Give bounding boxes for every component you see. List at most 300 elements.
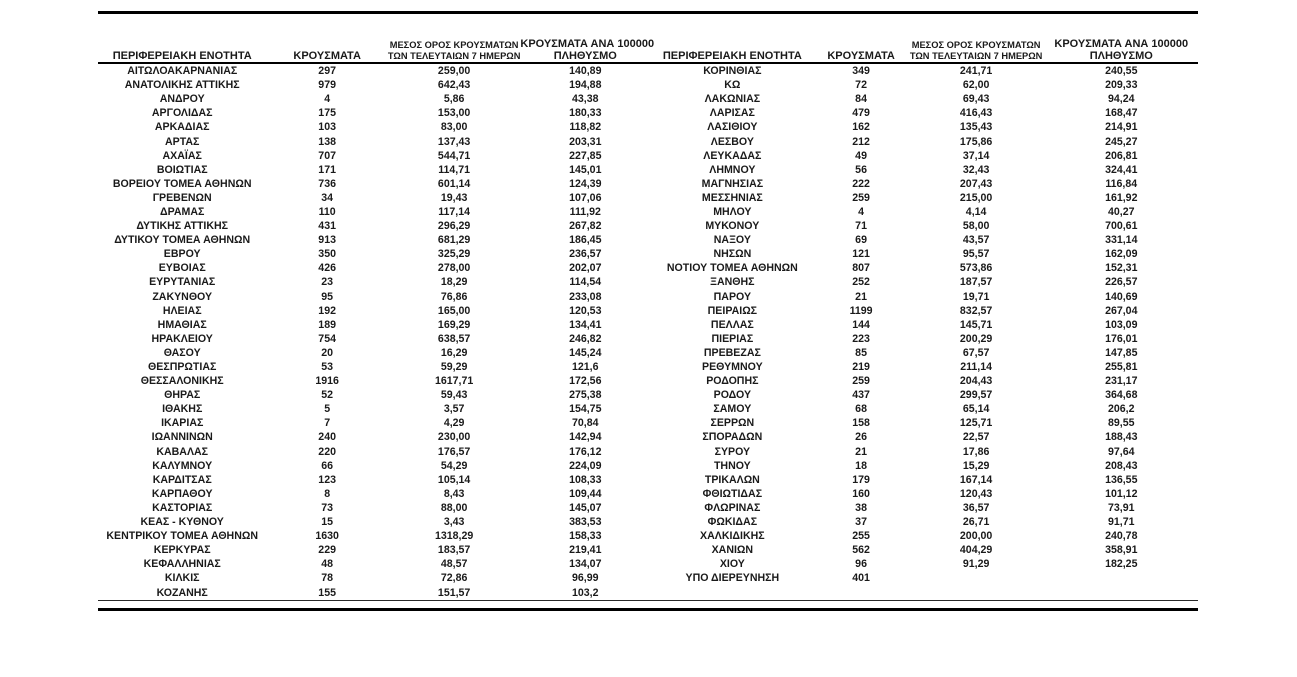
region-cell: ΛΕΣΒΟΥ <box>710 135 754 148</box>
table-row <box>650 515 1198 529</box>
table-row <box>650 571 1198 585</box>
avg7-cell: 8,43 <box>443 487 465 500</box>
per100k-cell: 145,01 <box>569 163 602 176</box>
region-cell: ΜΗΛΟΥ <box>713 205 752 218</box>
per100k-cell: 140,69 <box>1105 290 1138 303</box>
per100k-cell: 255,81 <box>1105 361 1138 374</box>
avg7-cell: 16,29 <box>440 346 468 359</box>
per100k-cell: 91,71 <box>1108 516 1135 529</box>
cases-cell: 192 <box>318 304 336 317</box>
cases-cell: 431 <box>318 220 336 233</box>
table-row <box>650 501 1198 515</box>
region-cell: ΔΥΤΙΚΟΥ ΤΟΜΕΑ ΑΘΗΝΩΝ <box>114 234 251 247</box>
table-row <box>650 416 1198 430</box>
region-cell: ΔΡΑΜΑΣ <box>160 205 205 218</box>
table-row <box>650 275 1198 289</box>
region-cell: ΖΑΚΥΝΘΟΥ <box>152 290 213 303</box>
cases-cell: 562 <box>852 544 870 557</box>
per100k-cell: 240,78 <box>1105 530 1138 543</box>
table-bodies <box>98 64 1198 600</box>
per100k-cell: 364,68 <box>1105 389 1138 402</box>
column-header-cases: ΚΡΟΥΣΜΑΤΑ <box>827 50 895 62</box>
table-row <box>98 515 650 529</box>
avg7-cell: 278,00 <box>437 262 471 275</box>
region-cell: ΝΟΤΙΟΥ ΤΟΜΕΑ ΑΘΗΝΩΝ <box>666 262 798 275</box>
per100k-cell: 118,82 <box>569 121 602 134</box>
cases-cell: 96 <box>855 558 867 571</box>
per100k-cell: 161,92 <box>1105 191 1138 204</box>
avg7-cell: 69,43 <box>962 93 990 106</box>
cases-cell: 5 <box>324 403 331 416</box>
region-cell: ΛΗΜΝΟΥ <box>709 163 756 176</box>
per100k-cell: 206,2 <box>1108 403 1135 416</box>
avg7-cell: 65,14 <box>962 403 990 416</box>
region-cell: ΣΥΡΟΥ <box>714 445 751 458</box>
per100k-cell: 188,43 <box>1105 431 1138 444</box>
avg7-cell: 230,00 <box>437 431 471 444</box>
table-row <box>98 346 650 360</box>
table-row <box>650 290 1198 304</box>
cases-cell: 15 <box>321 516 334 529</box>
table-row <box>98 416 650 430</box>
table-row <box>650 247 1198 261</box>
cases-cell: 297 <box>318 65 336 78</box>
per100k-cell: 116,84 <box>1105 177 1138 190</box>
table-row <box>98 529 650 543</box>
cases-cell: 85 <box>855 346 867 359</box>
per100k-cell: 227,85 <box>569 149 602 162</box>
avg7-cell: 59,29 <box>440 361 468 374</box>
region-cell: ΜΕΣΣΗΝΙΑΣ <box>701 191 763 204</box>
cases-cell: 212 <box>852 135 870 148</box>
cases-cell: 350 <box>318 248 336 261</box>
avg7-cell: 187,57 <box>959 276 993 289</box>
region-cell: ΦΛΩΡΙΝΑΣ <box>704 501 761 514</box>
region-cell: ΡΕΘΥΜΝΟΥ <box>702 361 763 374</box>
avg7-cell: 4,14 <box>965 205 987 218</box>
avg7-cell: 15,29 <box>962 459 990 472</box>
region-cell: ΚΕΦΑΛΛΗΝΙΑΣ <box>143 558 221 571</box>
per100k-cell: 176,01 <box>1105 332 1138 345</box>
cases-cell: 220 <box>318 445 336 458</box>
region-cell: ΚΑΣΤΟΡΙΑΣ <box>152 501 213 514</box>
avg7-cell: 638,57 <box>437 332 471 345</box>
avg7-cell: 114,71 <box>438 163 471 176</box>
per100k-cell: 103,2 <box>572 586 599 599</box>
region-cell: ΧΑΛΚΙΔΙΚΗΣ <box>700 530 765 543</box>
region-cell: ΧΑΝΙΩΝ <box>711 544 754 557</box>
avg7-cell: 601,14 <box>437 177 471 190</box>
cases-cell: 179 <box>852 473 870 486</box>
avg7-cell: 88,00 <box>440 501 468 514</box>
per100k-cell: 331,14 <box>1105 234 1138 247</box>
region-cell: ΦΘΙΩΤΙΔΑΣ <box>702 487 763 500</box>
region-cell: ΚΑΡΠΑΘΟΥ <box>151 487 213 500</box>
avg7-cell: 91,29 <box>962 558 990 571</box>
avg7-cell: 200,29 <box>959 332 993 345</box>
cases-cell: 23 <box>321 276 334 289</box>
table-row <box>98 64 650 78</box>
per100k-cell: 140,89 <box>569 65 602 78</box>
table-row <box>650 402 1198 416</box>
per100k-cell: 358,91 <box>1105 544 1138 557</box>
per100k-cell: 275,38 <box>569 389 602 402</box>
per100k-cell: 172,56 <box>569 375 602 388</box>
avg7-cell: 3,43 <box>443 516 465 529</box>
table-row <box>98 92 650 106</box>
per100k-cell: 124,39 <box>569 177 602 190</box>
region-cell: ΚΩ <box>724 79 741 92</box>
table-row <box>98 473 650 487</box>
avg7-cell: 22,57 <box>962 431 990 444</box>
avg7-cell: 215,00 <box>959 191 993 204</box>
per100k-cell: 224,09 <box>569 459 602 472</box>
table-row <box>650 543 1198 557</box>
left-table-header <box>98 14 655 62</box>
avg7-cell: 117,14 <box>438 205 471 218</box>
table-row <box>650 163 1198 177</box>
column-header-region: ΠΕΡΙΦΕΡΕΙΑΚΗ ΕΝΟΤΗΤΑ <box>112 50 252 62</box>
avg7-cell: 832,57 <box>959 304 993 317</box>
cases-cell: 913 <box>318 234 336 247</box>
cases-cell: 707 <box>318 149 336 162</box>
avg7-cell: 241,71 <box>959 65 993 78</box>
table-row <box>98 219 650 233</box>
per100k-cell: 147,85 <box>1105 346 1138 359</box>
table-row <box>98 318 650 332</box>
cases-cell: 53 <box>321 361 334 374</box>
cases-cell: 56 <box>855 163 867 176</box>
per100k-cell: 209,33 <box>1105 79 1138 92</box>
region-cell: ΤΗΝΟΥ <box>713 459 751 472</box>
avg7-cell: 1318,29 <box>434 530 474 543</box>
region-cell: ΓΡΕΒΕΝΩΝ <box>152 191 212 204</box>
avg7-cell: 207,43 <box>959 177 993 190</box>
cases-cell: 979 <box>318 79 336 92</box>
avg7-cell: 642,43 <box>437 79 471 92</box>
table-row <box>650 120 1198 134</box>
per100k-cell: 89,55 <box>1108 417 1135 430</box>
per100k-cell: 43,38 <box>572 93 599 106</box>
table-row <box>98 585 650 599</box>
region-cell: ΑΙΤΩΛΟΑΚΑΡΝΑΝΙΑΣ <box>127 65 238 78</box>
per100k-cell: 136,55 <box>1105 473 1138 486</box>
left-table-body <box>98 64 650 600</box>
per100k-cell: 168,47 <box>1105 107 1138 120</box>
cases-cell: 123 <box>318 473 336 486</box>
table-row <box>650 106 1198 120</box>
cases-cell: 8 <box>324 487 331 500</box>
region-cell: ΝΑΞΟΥ <box>713 234 751 247</box>
per100k-cell: 145,24 <box>569 346 602 359</box>
cases-cell: 155 <box>318 586 336 599</box>
cases-cell: 7 <box>324 417 331 430</box>
table-row <box>98 304 650 318</box>
table-row <box>98 332 650 346</box>
per100k-cell: 120,53 <box>569 304 602 317</box>
per100k-cell: 162,09 <box>1105 248 1138 261</box>
cases-cell: 754 <box>318 332 336 345</box>
table-row <box>98 191 650 205</box>
region-cell: ΗΜΑΘΙΑΣ <box>157 318 207 331</box>
cases-cell: 34 <box>321 191 334 204</box>
region-cell: ΘΕΣΣΑΛΟΝΙΚΗΣ <box>140 375 224 388</box>
region-cell: ΠΕΛΛΑΣ <box>710 318 754 331</box>
cases-cell: 160 <box>852 487 870 500</box>
avg7-cell: 169,29 <box>437 318 471 331</box>
region-cell: ΑΡΤΑΣ <box>164 135 200 148</box>
table-row <box>650 78 1198 92</box>
column-header-per100k: ΚΡΟΥΣΜΑΤΑ ΑΝΑ 100000 ΠΛΗΘΥΣΜΟ <box>1054 38 1189 62</box>
avg7-cell: 4,29 <box>443 417 465 430</box>
avg7-cell: 183,57 <box>437 544 471 557</box>
per100k-cell: 145,07 <box>569 501 602 514</box>
table-row <box>98 487 650 501</box>
avg7-cell: 105,14 <box>437 473 471 486</box>
table-row <box>98 501 650 515</box>
region-cell: ΣΑΜΟΥ <box>713 403 752 416</box>
avg7-cell: 43,57 <box>962 234 990 247</box>
cases-cell: 138 <box>318 135 336 148</box>
cases-cell: 49 <box>855 149 867 162</box>
table-row <box>98 261 650 275</box>
cases-cell: 223 <box>852 332 870 345</box>
cases-cell: 21 <box>855 445 867 458</box>
cases-cell: 162 <box>852 121 870 134</box>
region-cell: ΑΡΓΟΛΙΔΑΣ <box>151 107 213 120</box>
per100k-cell: 180,33 <box>569 107 602 120</box>
table-row <box>98 388 650 402</box>
avg7-cell: 32,43 <box>962 163 990 176</box>
region-cell: ΑΝΔΡΟΥ <box>159 93 205 106</box>
avg7-cell: 19,71 <box>962 290 990 303</box>
table-row <box>98 233 650 247</box>
table-row <box>650 149 1198 163</box>
region-cell: ΣΠΟΡΑΔΩΝ <box>702 431 763 444</box>
region-cell: ΠΑΡΟΥ <box>713 290 752 303</box>
cases-cell: 72 <box>855 79 867 92</box>
region-cell: ΚΙΛΚΙΣ <box>164 572 200 585</box>
region-cell: ΕΥΒΟΙΑΣ <box>158 262 206 275</box>
cases-cell: 84 <box>855 93 867 106</box>
cases-cell: 144 <box>852 318 870 331</box>
cases-cell: 66 <box>321 459 334 472</box>
per100k-cell: 246,82 <box>569 332 602 345</box>
table-row <box>650 473 1198 487</box>
cases-cell: 222 <box>852 177 870 190</box>
cases-cell: 52 <box>321 389 334 402</box>
region-cell: ΚΑΒΑΛΑΣ <box>156 445 209 458</box>
table-row <box>98 106 650 120</box>
table-row <box>98 557 650 571</box>
table-row <box>650 134 1198 148</box>
cases-cell: 158 <box>852 417 870 430</box>
table-row <box>650 430 1198 444</box>
per100k-cell: 142,94 <box>569 431 602 444</box>
avg7-cell: 83,00 <box>440 121 468 134</box>
avg7-cell: 3,57 <box>443 403 465 416</box>
region-cell: ΑΡΚΑΔΙΑΣ <box>154 121 210 134</box>
avg7-cell: 67,57 <box>962 346 990 359</box>
per100k-cell: 206,81 <box>1105 149 1138 162</box>
region-cell: ΕΒΡΟΥ <box>163 248 201 261</box>
per100k-cell: 324,41 <box>1105 163 1138 176</box>
cases-cell: 110 <box>318 205 336 218</box>
avg7-cell: 59,43 <box>440 389 468 402</box>
avg7-cell: 135,43 <box>959 121 993 134</box>
region-cell: ΚΟΖΑΝΗΣ <box>156 586 208 599</box>
region-cell: ΜΑΓΝΗΣΙΑΣ <box>701 177 764 190</box>
region-cell: ΙΩΑΝΝΙΝΩΝ <box>151 431 213 444</box>
region-cell: ΘΗΡΑΣ <box>164 389 201 402</box>
region-cell: ΔΥΤΙΚΗΣ ΑΤΤΙΚΗΣ <box>136 220 229 233</box>
table-row <box>650 557 1198 571</box>
table-row <box>98 177 650 191</box>
per100k-cell: 202,07 <box>569 262 602 275</box>
table-row <box>98 149 650 163</box>
region-cell: ΑΧΑΪΑΣ <box>162 149 202 162</box>
cases-cell: 73 <box>321 501 334 514</box>
region-cell: ΗΛΕΙΑΣ <box>162 304 202 317</box>
region-cell: ΡΟΔΟΠΗΣ <box>706 375 759 388</box>
avg7-cell: 681,29 <box>437 234 471 247</box>
avg7-cell: 48,57 <box>440 558 468 571</box>
region-cell: ΛΑΣΙΘΙΟΥ <box>707 121 758 134</box>
cases-cell: 259 <box>852 191 870 204</box>
column-header-avg7: ΜΕΣΟΣ ΟΡΟΣ ΚΡΟΥΣΜΑΤΩΝ ΤΩΝ ΤΕΛΕΥΤΑΙΩΝ 7 ΗΜΕΡΩΝ <box>387 40 521 61</box>
per100k-cell: 94,24 <box>1108 93 1135 106</box>
per100k-cell: 134,07 <box>569 558 602 571</box>
cases-cell: 1916 <box>315 375 339 388</box>
cases-cell: 1630 <box>315 530 339 543</box>
avg7-cell: 167,14 <box>959 473 993 486</box>
table-row <box>98 134 650 148</box>
avg7-cell: 573,86 <box>959 262 993 275</box>
avg7-cell: 18,29 <box>440 276 468 289</box>
table-row <box>98 571 650 585</box>
table-row <box>98 205 650 219</box>
table-row <box>650 445 1198 459</box>
per100k-cell: 208,43 <box>1105 459 1138 472</box>
cases-cell: 37 <box>855 516 867 529</box>
column-header-region: ΠΕΡΙΦΕΡΕΙΑΚΗ ΕΝΟΤΗΤΑ <box>662 50 802 62</box>
table-row <box>650 529 1198 543</box>
per100k-cell: 233,08 <box>569 290 602 303</box>
avg7-cell: 175,86 <box>959 135 993 148</box>
region-cell: ΣΕΡΡΩΝ <box>710 417 755 430</box>
avg7-cell: 1617,71 <box>434 375 474 388</box>
per100k-cell: 152,31 <box>1105 262 1138 275</box>
region-cell: ΚΕΑΣ - ΚΥΘΝΟΥ <box>140 516 224 529</box>
avg7-cell: 17,86 <box>962 445 990 458</box>
avg7-cell: 404,29 <box>959 544 993 557</box>
table-row <box>98 247 650 261</box>
per100k-cell: 186,45 <box>569 234 602 247</box>
table-row <box>650 388 1198 402</box>
table-row <box>650 233 1198 247</box>
table-row <box>650 487 1198 501</box>
cases-cell: 1199 <box>849 304 873 317</box>
per100k-cell: 107,06 <box>569 191 602 204</box>
avg7-cell: 211,14 <box>960 361 993 374</box>
table-row <box>98 120 650 134</box>
per100k-cell: 96,99 <box>572 572 599 585</box>
cases-cell: 103 <box>318 121 336 134</box>
per100k-cell: 121,6 <box>572 361 599 374</box>
per100k-cell: 114,54 <box>569 276 602 289</box>
cases-cell: 437 <box>852 389 870 402</box>
cases-cell: 121 <box>852 248 870 261</box>
region-cell: ΜΥΚΟΝΟΥ <box>705 220 760 233</box>
table-header-row <box>98 14 1198 64</box>
per100k-cell: 245,27 <box>1105 135 1138 148</box>
per100k-cell: 158,33 <box>569 530 602 543</box>
cases-cell: 229 <box>318 544 336 557</box>
table-row <box>98 275 650 289</box>
region-cell: ΛΕΥΚΑΔΑΣ <box>703 149 762 162</box>
avg7-cell: 200,00 <box>959 530 993 543</box>
per100k-cell: 214,91 <box>1105 121 1138 134</box>
region-cell: ΙΚΑΡΙΑΣ <box>161 417 204 430</box>
cases-cell: 240 <box>318 431 336 444</box>
per100k-cell: 700,61 <box>1105 220 1138 233</box>
region-cell: ΒΟΙΩΤΙΑΣ <box>156 163 208 176</box>
avg7-cell: 204,43 <box>959 375 993 388</box>
table-row <box>98 360 650 374</box>
column-header-cases: ΚΡΟΥΣΜΑΤΑ <box>293 50 361 62</box>
avg7-cell: 62,00 <box>962 79 990 92</box>
region-cell: ΘΑΣΟΥ <box>163 346 201 359</box>
table-row <box>98 163 650 177</box>
cases-cell: 20 <box>321 346 334 359</box>
per100k-cell: 219,41 <box>569 544 602 557</box>
avg7-cell: 76,86 <box>440 290 468 303</box>
avg7-cell: 145,71 <box>959 318 993 331</box>
table-row <box>98 374 650 388</box>
region-cell: ΞΑΝΘΗΣ <box>710 276 755 289</box>
avg7-cell: 54,29 <box>440 459 468 472</box>
cases-cell: 175 <box>318 107 336 120</box>
avg7-cell: 95,57 <box>962 248 990 261</box>
avg7-cell: 58,00 <box>962 220 990 233</box>
table-row <box>98 402 650 416</box>
avg7-cell: 544,71 <box>437 149 471 162</box>
table-row <box>650 318 1198 332</box>
avg7-cell: 151,57 <box>437 586 471 599</box>
cases-cell: 807 <box>852 262 870 275</box>
avg7-cell: 153,00 <box>437 107 471 120</box>
per100k-cell: 70,84 <box>572 417 599 430</box>
bottom-thin-rule <box>98 600 1198 601</box>
region-cell: ΚΕΡΚΥΡΑΣ <box>153 544 211 557</box>
per100k-cell: 176,12 <box>569 445 602 458</box>
region-cell: ΠΡΕΒΕΖΑΣ <box>703 346 761 359</box>
region-cell: ΛΑΚΩΝΙΑΣ <box>704 93 761 106</box>
column-header-per100k: ΚΡΟΥΣΜΑΤΑ ΑΝΑ 100000 ΠΛΗΘΥΣΜΟ <box>520 38 655 62</box>
region-cell: ΕΥΡΥΤΑΝΙΑΣ <box>149 276 216 289</box>
table-row <box>650 177 1198 191</box>
column-header-avg7: ΜΕΣΟΣ ΟΡΟΣ ΚΡΟΥΣΜΑΤΩΝ ΤΩΝ ΤΕΛΕΥΤΑΙΩΝ 7 ΗΜΕΡΩΝ <box>909 40 1043 61</box>
per100k-cell: 383,53 <box>569 516 602 529</box>
avg7-cell: 5,86 <box>443 93 465 106</box>
regional-cases-table <box>98 11 1198 611</box>
table-row <box>98 543 650 557</box>
per100k-cell: 111,92 <box>569 205 601 218</box>
avg7-cell: 125,71 <box>959 417 993 430</box>
cases-cell: 78 <box>321 572 334 585</box>
table-row <box>650 191 1198 205</box>
cases-cell: 736 <box>318 177 336 190</box>
